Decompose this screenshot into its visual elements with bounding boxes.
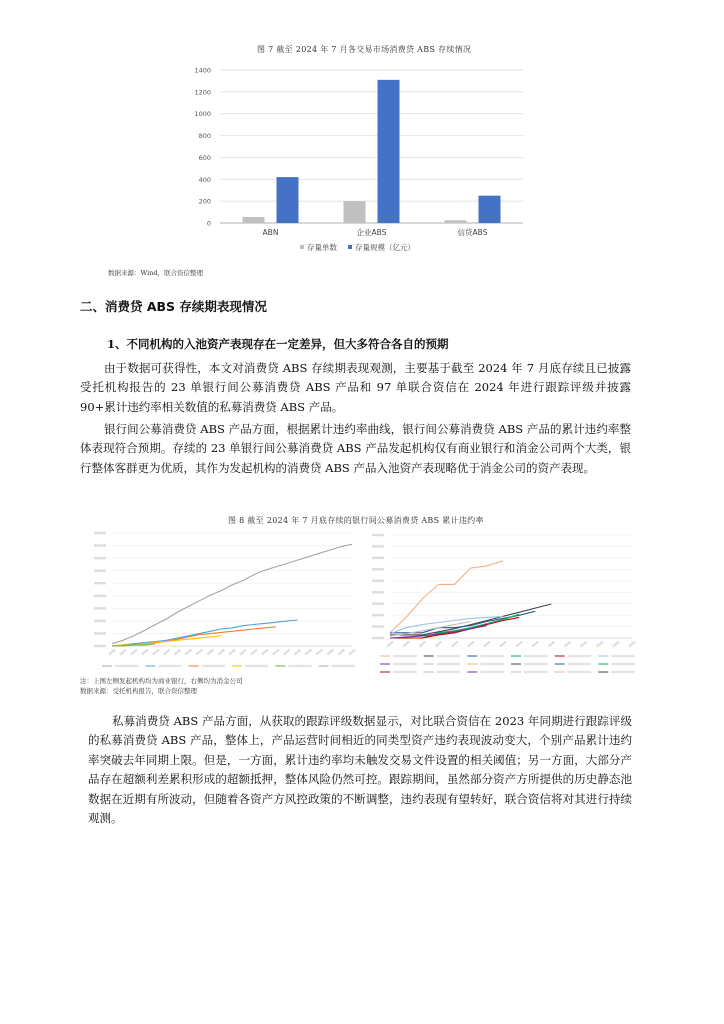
legend-label: [288, 665, 311, 667]
x-tick-label: [337, 649, 345, 656]
y-tick-label: [94, 569, 106, 571]
legend-swatch: [300, 245, 304, 249]
legend-label: [332, 665, 355, 667]
legend-label: [158, 665, 181, 667]
paragraph-3: 私募消费贷 ABS 产品方面，从获取的跟踪评级数据显示，对比联合资信在 2023 年同期进行跟踪评级的私募消费贷 ABS 产品，整体上，产品运营时间相近的同类型资产违约表现波动变大，个别产品累计违约率突破去年同期上限。但是，一方面，累计违约率均未触发交易文件设置的相关阈值；另一方面，大部分产品存在超额利差累积形成的超额抵押，整体风险仍然可控。跟踪期间，虽然部分资产方所提供的历史静态池数据在近期有所波动，但随着各资产方风控政策的不断调整，违约表现有望转好，联合资信将对其进行持续观测。: [88, 714, 632, 826]
y-tick-label: 1000: [194, 110, 211, 119]
bar-企业ABS-0: [344, 201, 366, 223]
y-tick-label: 1400: [194, 66, 211, 75]
legend-label: [437, 663, 461, 665]
figure7-legend: [300, 242, 415, 252]
x-tick-label: [217, 649, 225, 656]
x-tick-label: [196, 649, 204, 656]
y-tick-label: [94, 557, 106, 559]
x-tick-label: [564, 641, 572, 648]
x-tick-label: [348, 649, 356, 656]
y-tick-label: 800: [198, 132, 211, 141]
x-tick-label: 信贷ABS: [457, 228, 488, 237]
figure7-y-ticks: [194, 67, 211, 228]
x-tick-label: [628, 641, 636, 648]
y-tick-label: [372, 625, 384, 627]
x-tick-label: [316, 649, 324, 656]
figure7-gridlines: [220, 70, 523, 223]
figure8-left-line-chart: [84, 528, 359, 676]
subsection-heading: 1、不同机构的入池资产表现存在一定差异，但大多符合各自的预期: [107, 337, 449, 351]
figure8-right-legend: [380, 655, 635, 673]
x-tick-label: [435, 641, 443, 648]
legend-label: [393, 663, 417, 665]
x-tick-label: [483, 641, 491, 648]
y-tick-label: 600: [198, 153, 211, 162]
x-tick-label: [294, 649, 302, 656]
section-heading: 二、消费贷 ABS 存续期表现情况: [80, 299, 267, 314]
y-tick-label: [372, 602, 384, 604]
y-tick-label: [372, 591, 384, 593]
x-tick-label: [451, 641, 459, 648]
x-tick-label: [499, 641, 507, 648]
x-tick-label: [548, 641, 556, 648]
x-tick-label: [152, 649, 160, 656]
legend-label: 存量单数: [307, 243, 337, 252]
y-tick-label: 1200: [194, 88, 211, 97]
x-tick-label: [419, 641, 427, 648]
x-tick-label: [305, 649, 313, 656]
x-tick-label: [250, 649, 258, 656]
series-line-1: [112, 544, 352, 643]
legend-label: [437, 671, 461, 673]
x-tick-label: [239, 649, 247, 656]
y-tick-label: 0: [206, 219, 211, 228]
x-tick-label: [228, 649, 236, 656]
y-tick-label: [94, 582, 106, 584]
figure7-caption: 图 7 截至 2024 年 7 月各交易市场消费贷 ABS 存续情况: [257, 45, 472, 54]
x-tick-label: [580, 641, 588, 648]
legend-label: [524, 655, 548, 657]
y-tick-label: 200: [198, 197, 211, 206]
x-tick-label: [326, 649, 334, 656]
legend-label: [393, 655, 417, 657]
figure8-source: 数据来源：受托机构报告，联合资信整理: [80, 687, 197, 695]
x-tick-label: [119, 649, 127, 656]
legend-label: [611, 671, 635, 673]
legend-label: [611, 663, 635, 665]
figure7-bar-chart: [190, 60, 540, 260]
legend-swatch: [348, 245, 352, 249]
y-tick-label: [94, 595, 106, 597]
legend-label: [568, 655, 592, 657]
legend-label: [611, 655, 635, 657]
figure8-left-gridlines: [94, 532, 356, 656]
y-tick-label: [94, 532, 106, 534]
y-tick-label: [94, 607, 106, 609]
x-tick-label: [596, 641, 604, 648]
y-tick-label: [94, 645, 106, 647]
y-tick-label: 400: [198, 175, 211, 184]
legend-label: 存量规模（亿元）: [355, 243, 415, 252]
legend-label: [480, 655, 504, 657]
figure8-left-legend: [102, 665, 355, 667]
figure8-caption: 图 8 截至 2024 年 7 月底存续的银行间公募消费贷 ABS 累计违约率: [228, 516, 484, 525]
paragraph-1: 由于数据可获得性，本文对消费贷 ABS 存续期表现观测，主要基于截至 2024 年 7 月底存续且已披露受托机构报告的 23 单银行间公募消费贷 ABS 产品和 97 单联合资信在 2024 年进行跟踪评级并披露 90+累计违约率相关数值的私募消费贷 ABS 产品。: [80, 361, 631, 414]
figure7-bars: [243, 80, 501, 223]
x-tick-label: [272, 649, 280, 656]
y-tick-label: [94, 620, 106, 622]
y-tick-label: [372, 534, 384, 536]
figure8-right-gridlines: [372, 534, 636, 648]
x-tick-label: [386, 641, 394, 648]
x-tick-label: [402, 641, 410, 648]
y-tick-label: [372, 637, 384, 639]
bar-信贷ABS-0: [445, 220, 467, 223]
y-tick-label: [372, 545, 384, 547]
bar-企业ABS-1: [378, 80, 400, 223]
x-tick-label: [174, 649, 182, 656]
y-tick-label: [372, 580, 384, 582]
figure8-right-line-chart: [362, 530, 642, 678]
y-tick-label: [372, 557, 384, 559]
x-tick-label: [515, 641, 523, 648]
bar-信贷ABS-1: [479, 196, 501, 223]
legend-label: [524, 663, 548, 665]
x-tick-label: [185, 649, 193, 656]
figure7-source: 数据来源：Wind，联合资信整理: [108, 269, 203, 277]
legend-label: [480, 663, 504, 665]
legend-label: [524, 671, 548, 673]
y-tick-label: [94, 632, 106, 634]
figure8-left-lines: [112, 544, 352, 646]
y-tick-label: [372, 614, 384, 616]
x-tick-label: [531, 641, 539, 648]
x-tick-label: ABN: [262, 228, 279, 237]
x-tick-label: [108, 649, 116, 656]
x-tick-label: [467, 641, 475, 648]
legend-label: [202, 665, 225, 667]
legend-label: [437, 655, 461, 657]
series-line-4: [112, 636, 221, 646]
x-tick-label: [283, 649, 291, 656]
y-tick-label: [94, 544, 106, 546]
paragraph-2: 银行间公募消费贷 ABS 产品方面，根据累计违约率曲线，银行间公募消费贷 ABS 产品的累计违约率整体表现符合预期。存续的 23 单银行间公募消费贷 ABS 产品发起机构仅有商业银行和消金公司两个大类，银行整体客群更为优质，其作为发起机构的消费贷 ABS 产品入池资产表现略优于消金公司的资产表现。: [80, 422, 631, 475]
x-tick-label: [130, 649, 138, 656]
x-tick-label: [612, 641, 620, 648]
x-tick-label: 企业ABS: [356, 228, 387, 237]
x-tick-label: [261, 649, 269, 656]
legend-label: [393, 671, 417, 673]
figure7-x-labels: [263, 227, 488, 237]
y-tick-label: [372, 568, 384, 570]
bar-ABN-0: [243, 217, 265, 223]
x-tick-label: [163, 649, 171, 656]
figure8-note: 注：上图左侧发起机构均为商业银行，右侧均为消金公司: [80, 677, 243, 685]
legend-label: [480, 671, 504, 673]
bar-ABN-1: [277, 177, 299, 223]
legend-label: [568, 663, 592, 665]
legend-label: [245, 665, 268, 667]
x-tick-label: [206, 649, 214, 656]
legend-label: [115, 665, 138, 667]
x-tick-label: [141, 649, 149, 656]
legend-label: [568, 671, 592, 673]
